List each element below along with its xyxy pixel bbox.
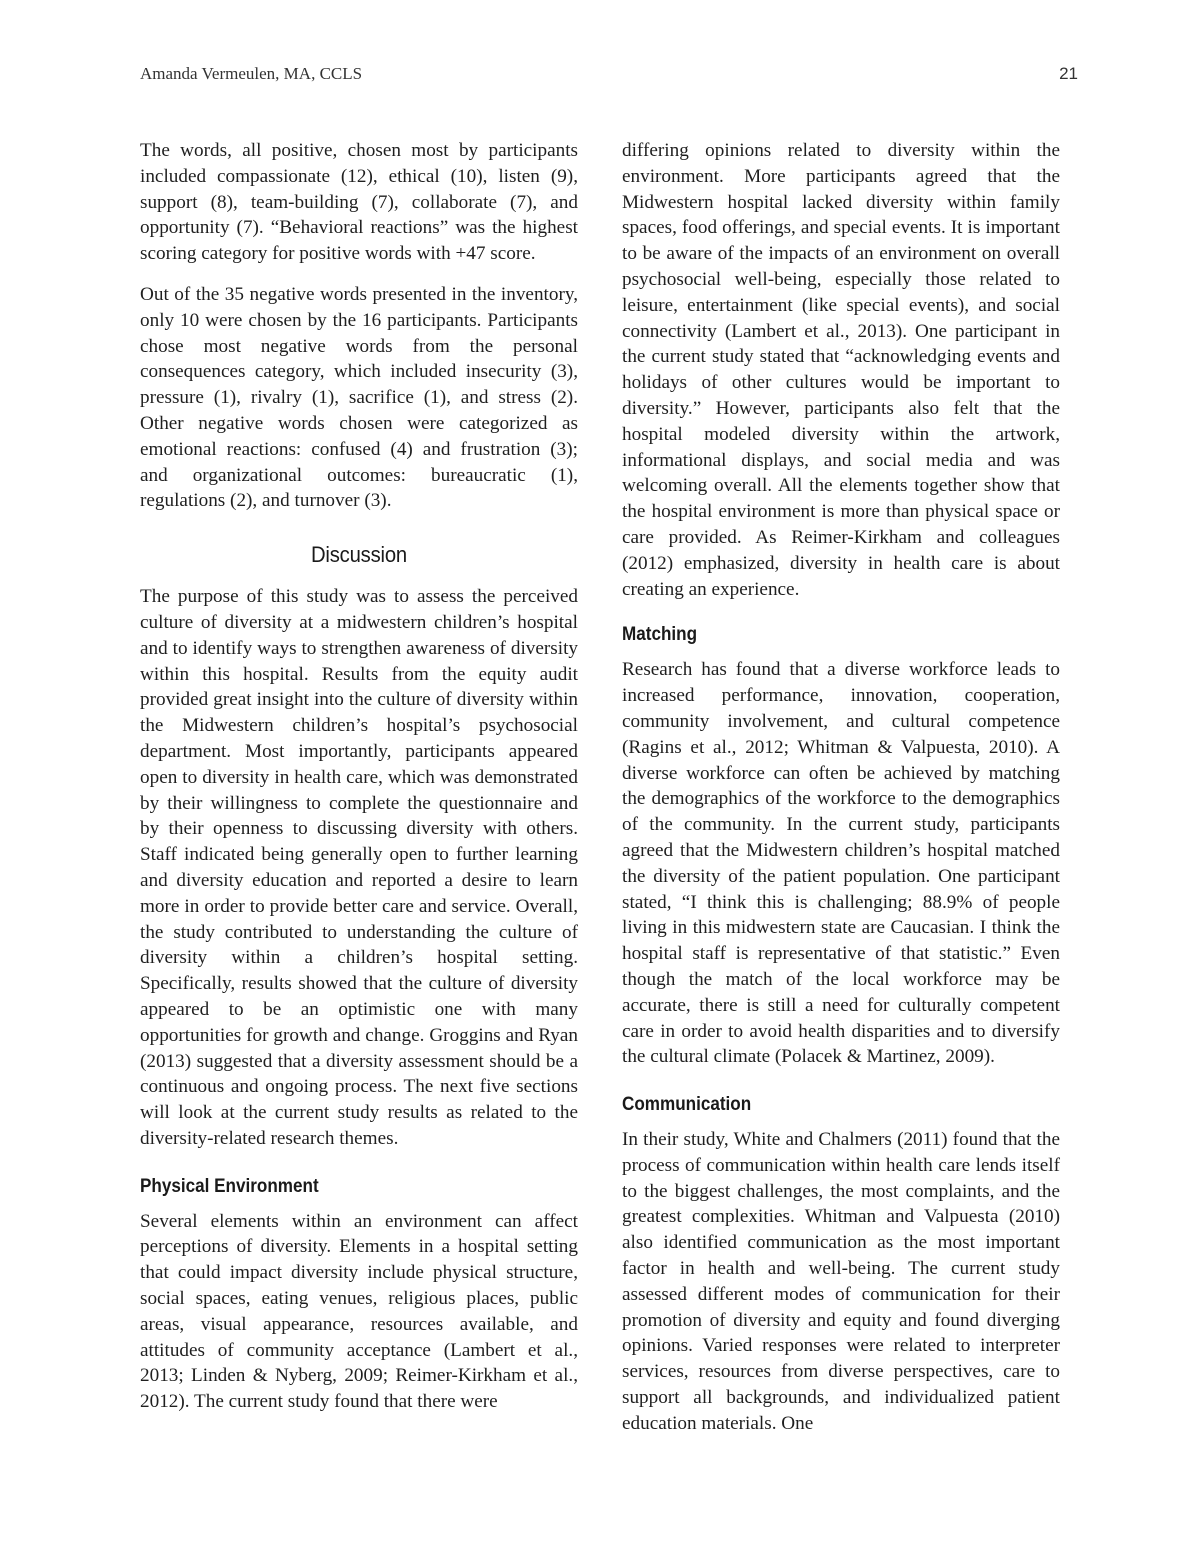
right-column: [622, 138, 1060, 1437]
paragraph-environment-continued: differing opinions related to diversity within the environment. More participants agreed that the Midwestern hospital lacked diversity within family spaces, food offerings, and special events. It is important to be aware of the impacts of an environment on overall psychosocial well-being, especially those related to leisure, entertainment (like special events), and social connectivity (Lambert et al., 2013). One participant in the current study stated that “acknowledging events and holidays of other cultures would be important to diversity.” However, participants also felt that the hospital modeled diversity within the artwork, informational displays, and social media and was welcoming overall. All the elements together show that the hospital environment is more than physical space or care provided. As Reimer-Kirkham and colleagues (2012) emphasized, diversity in health care is about creating an experience.: [622, 140, 1060, 600]
paragraph-discussion: The purpose of this study was to assess the perceived culture of diversity at a midwestern children’s hospital and to identify ways to strengthen awareness of diversity within this hospital. Results from the equity audit provided great insight into the culture of diversity within the Midwestern children’s hospital’s psychosocial department. Most importantly, participants appeared open to diversity in health care, which was demonstrated by their willingness to complete the questionnaire and by their openness to discussing diversity with others. Staff indicated being generally open to further learning and diversity education and reported a desire to learn more in order to provide better care and service. Overall, the study contributed to understanding the culture of diversity within a children’s hospital setting. Specifically, results showed that the culture of diversity appeared to be an optimistic one with many opportunities for growth and change. Groggins and Ryan (2013) suggested that a diversity assessment should be a continuous and ongoing process. The next five sections will look at the current study results as related to the diversity-related research themes.: [140, 586, 578, 1149]
paragraph-communication: In their study, White and Chalmers (2011) found that the process of communication within health care lends itself to the biggest challenges, the most complaints, and the greatest complexities. Whitman and Valpuesta (2010) also identified communication as the most important factor in health and well-being. The current study assessed different modes of communication for their promotion of diversity and equity and found diverging opinions. Varied responses were related to interpreter services, resources from diverse perspectives, care to support all backgrounds, and individualized patient education materials. One: [622, 1129, 1060, 1434]
communication-heading: Communication: [622, 1094, 752, 1116]
discussion-heading: Discussion: [310, 542, 408, 568]
running-head-author: Amanda Vermeulen, MA, CCLS: [140, 64, 363, 83]
page-number: 21: [1059, 64, 1078, 83]
paragraph-positive-words: The words, all positive, chosen most by participants included compassionate (12), ethical (10), listen (9), support (8), team-building (7), collaborate (7), and opportunity (7). “Behavioral reactions” was the highest scoring category for positive words with +47 score.: [140, 140, 578, 265]
paragraph-matching: Research has found that a diverse workforce leads to increased performance, innovation, cooperation, community involvement, and cultural competence (Ragins et al., 2012; Whitman & Valpuesta, 2010). A diverse workforce can often be achieved by matching the demographics of the workforce to the demographics of the community. In the current study, participants agreed that the Midwestern children’s hospital matched the diversity of the patient population. One participant stated, “I think this is challenging; 88.9% of people living in this midwestern state are Caucasian. I think the hospital staff is representative of that statistic.” Even though the match of the local workforce may be accurate, there is still a need for culturally competent care in order to avoid health disparities and to diversify the cultural climate (Polacek & Martinez, 2009).: [622, 659, 1060, 1068]
running-head: [140, 64, 1078, 88]
paragraph-negative-words: Out of the 35 negative words presented in the inventory, only 10 were chosen by the 16 participants. Participants chose most negative words from the personal consequences category, which included insecurity (3), pressure (1), rivalry (1), sacrifice (1), and stress (2). Other negative words chosen were categorized as emotional reactions: confused (4) and frustration (3); and organizational outcomes: bureaucratic (1), regulations (2), and turnover (3).: [140, 283, 578, 512]
paragraph-physical-environment: Several elements within an environment can affect perceptions of diversity. Elements in a hospital setting that could impact diversity include physical structure, social spaces, eating venues, religious places, public areas, visual appearance, resources available, and attitudes of community acceptance (Lambert et al., 2013; Linden & Nyberg, 2009; Reimer-Kirkham et al., 2012). The current study found that there were: [140, 1210, 578, 1413]
matching-heading: Matching: [622, 624, 698, 646]
left-column: [140, 138, 578, 1415]
physical-environment-heading: Physical Environment: [140, 1175, 319, 1197]
